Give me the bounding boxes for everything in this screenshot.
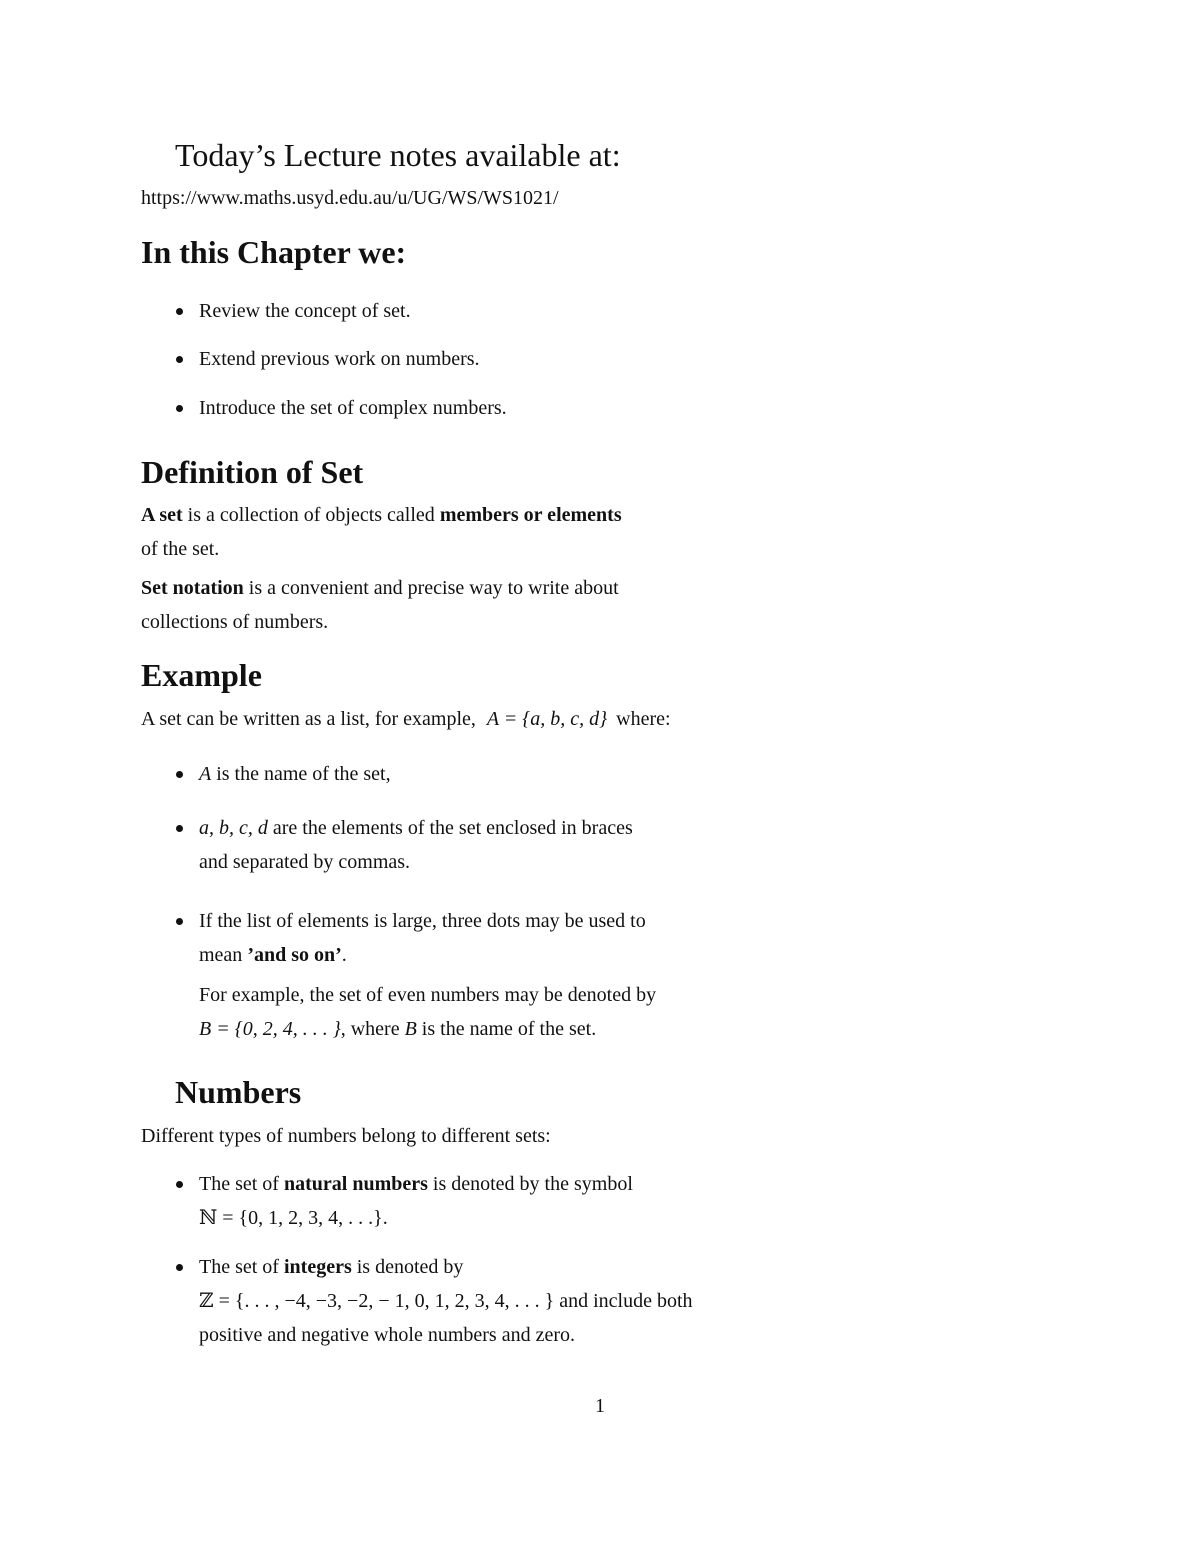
and-so-on-term: ’and so on’ (247, 944, 342, 966)
example-item-text: is the name of the set, (211, 763, 391, 785)
numbers-item-text: The set of (199, 1173, 284, 1195)
example-intro-text: where: (616, 708, 671, 730)
integers-item (199, 1255, 463, 1279)
integers-formula: ℤ = {. . . , −4, −3, −2, − 1, 0, 1, 2, 3, 4, . . . } (199, 1290, 555, 1312)
lecture-notes-url[interactable]: https://www.maths.usyd.edu.au/u/UG/WS/WS1021/ (141, 187, 559, 209)
integers-item-continued: positive and negative whole numbers and zero. (199, 1324, 575, 1346)
example-item: If the list of elements is large, three dots may be used to (199, 910, 646, 932)
example-item-continued (199, 943, 347, 967)
definition-heading: Definition of Set (141, 454, 364, 490)
bullet-icon (176, 771, 183, 778)
natural-numbers-formula: ℕ = {0, 1, 2, 3, 4, . . .}. (199, 1207, 388, 1229)
bullet-icon (176, 1181, 183, 1188)
example-item (199, 816, 633, 840)
numbers-intro: Different types of numbers belong to different sets: (141, 1125, 551, 1147)
even-numbers-example: For example, the set of even numbers may be denoted by (199, 984, 657, 1006)
definition-paragraph-1-end: of the set. (141, 538, 220, 560)
bullet-icon (176, 405, 183, 412)
math-var: A (199, 763, 212, 785)
bullet-icon (176, 918, 183, 925)
definition-paragraph-2-end: collections of numbers. (141, 611, 329, 633)
example-item (199, 762, 391, 786)
page-number: 1 (595, 1395, 605, 1417)
definition-text: is a convenient and precise way to write about (243, 577, 619, 599)
natural-numbers-item (199, 1172, 633, 1196)
definition-paragraph-2 (141, 576, 619, 600)
numbers-item-text: The set of (199, 1256, 284, 1278)
term-members: members or elements (439, 504, 622, 526)
bullet-icon (176, 1264, 183, 1271)
numbers-heading: Numbers (175, 1074, 302, 1110)
even-numbers-formula-line (199, 1017, 596, 1041)
example-intro-text: A set can be written as a list, for example, (141, 708, 476, 730)
example-item-text: are the elements of the set enclosed in braces (267, 817, 633, 839)
example-item-text: is the name of the set. (416, 1018, 597, 1040)
example-intro (141, 707, 671, 731)
example-item-text: , where (340, 1018, 405, 1040)
integers-formula-line (199, 1289, 693, 1313)
term-integers: integers (283, 1256, 352, 1278)
term-natural-numbers: natural numbers (283, 1173, 428, 1195)
definition-text: is a collection of objects called (182, 504, 440, 526)
example-heading: Example (141, 657, 262, 693)
bullet-icon (176, 356, 183, 363)
numbers-item-text: is denoted by the symbol (427, 1173, 633, 1195)
math-var: B (404, 1018, 417, 1040)
chapter-item: Review the concept of set. (199, 300, 411, 322)
example-item-continued: and separated by commas. (199, 851, 411, 873)
definition-paragraph-1 (141, 503, 622, 527)
term-set: A set (141, 504, 183, 526)
numbers-item-text: and include both (554, 1290, 693, 1312)
set-a-formula: A = {a, b, c, d} (486, 708, 608, 730)
example-item-text: mean (199, 944, 248, 966)
example-item-text: . (341, 944, 347, 966)
chapter-heading: In this Chapter we: (141, 234, 407, 270)
chapter-item: Introduce the set of complex numbers. (199, 397, 507, 419)
numbers-item-text: is denoted by (351, 1256, 464, 1278)
chapter-item: Extend previous work on numbers. (199, 348, 480, 370)
term-set-notation: Set notation (141, 577, 244, 599)
set-b-formula: B = {0, 2, 4, . . . } (199, 1018, 341, 1040)
bullet-icon (176, 308, 183, 315)
math-elements: a, b, c, d (199, 817, 268, 839)
bullet-icon (176, 825, 183, 832)
lecture-notes-title: Today’s Lecture notes available at: (175, 137, 621, 173)
